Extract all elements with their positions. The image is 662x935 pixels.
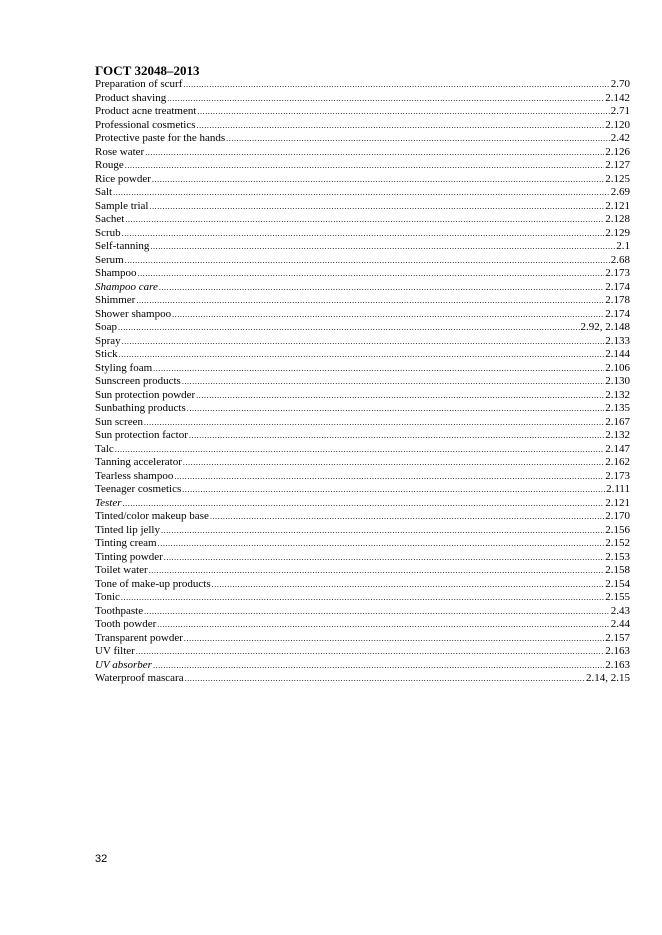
index-entry [95, 537, 630, 551]
index-entry [95, 173, 630, 187]
index-term: Scrub [95, 226, 121, 239]
index-reference: 2.167 [605, 415, 630, 428]
index-term: Toothpaste [95, 604, 144, 617]
dot-leader [125, 254, 610, 268]
index-reference: 2.127 [605, 159, 630, 171]
index-term: Tooth powder [95, 618, 157, 630]
index-reference: 2.133 [605, 334, 630, 347]
dot-leader [183, 456, 604, 470]
index-term: Tinting cream [95, 537, 157, 549]
index-entry [95, 510, 630, 524]
index-entry [95, 456, 630, 470]
index-term: Preparation of scurf [95, 78, 183, 90]
index-reference: 2.14, 2.15 [586, 672, 630, 684]
index-term: UV filter [95, 645, 135, 657]
index-reference: 2.44 [610, 618, 630, 630]
index-reference: 2.173 [605, 267, 630, 279]
index-term: Tonic [95, 591, 120, 603]
dot-leader [197, 119, 605, 133]
index-reference: 2.111 [606, 483, 630, 495]
index-term: Tone of make-up products [95, 577, 211, 590]
index-reference: 2.71 [610, 105, 630, 117]
index-reference: 2.130 [605, 375, 630, 387]
dot-leader [189, 429, 604, 443]
index-reference: 2.173 [605, 469, 630, 482]
index-term: Self-tanning [95, 240, 150, 252]
index-entry [95, 672, 630, 686]
index-term: Spray [95, 334, 121, 347]
index-term: Sun screen [95, 415, 143, 428]
index-entry [95, 240, 630, 254]
dot-leader [150, 240, 615, 254]
index-entry [95, 470, 630, 484]
dot-leader [123, 497, 605, 511]
index-term: Stick [95, 348, 118, 360]
dot-leader [157, 618, 610, 632]
index-reference: 2.1 [616, 240, 630, 252]
index-entry [95, 294, 630, 308]
dot-leader [122, 227, 605, 241]
index-reference: 2.147 [605, 442, 630, 455]
index-reference: 2.170 [605, 510, 630, 522]
index-entry [95, 186, 630, 200]
dot-leader [122, 335, 605, 349]
index-entry [95, 524, 630, 538]
index-entry [95, 213, 630, 227]
index-term: Sample trial [95, 199, 149, 212]
index-reference: 2.129 [605, 226, 630, 239]
index-reference: 2.153 [605, 550, 630, 563]
index-reference: 2.70 [610, 78, 630, 90]
term-index-list [95, 78, 630, 686]
dot-leader [136, 294, 604, 308]
index-reference: 2.42 [610, 132, 630, 144]
document-standard-title: ГОСТ 32048–2013 [95, 63, 200, 78]
dot-leader [182, 375, 604, 389]
index-entry [95, 200, 630, 214]
dot-leader [167, 92, 604, 106]
dot-leader [158, 537, 605, 551]
dot-leader [152, 173, 604, 187]
index-reference: 2.155 [605, 591, 630, 603]
dot-leader [172, 308, 604, 322]
index-term: Toilet water [95, 564, 148, 576]
index-reference: 2.163 [605, 658, 630, 671]
index-entry [95, 335, 630, 349]
dot-leader [161, 524, 604, 538]
index-reference: 2.69 [610, 186, 630, 198]
index-term: UV absorber [95, 658, 152, 671]
dot-leader [113, 186, 610, 200]
index-term: Sunscreen products [95, 375, 181, 387]
index-entry [95, 564, 630, 578]
index-entry [95, 497, 630, 511]
dot-leader [183, 78, 609, 92]
index-entry [95, 119, 630, 133]
index-term: Shower shampoo [95, 307, 172, 320]
index-term: Shampoo [95, 267, 137, 279]
index-term: Waterproof mascara [95, 672, 184, 684]
index-reference: 2.158 [605, 564, 630, 576]
index-entry [95, 132, 630, 146]
index-reference: 2.121 [605, 496, 630, 509]
index-term: Sachet [95, 213, 125, 225]
index-term: Rose water [95, 145, 145, 158]
dot-leader [115, 443, 604, 457]
index-reference: 2.174 [605, 307, 630, 320]
index-reference: 2.162 [605, 456, 630, 468]
dot-leader [187, 402, 605, 416]
dot-leader [184, 632, 604, 646]
index-reference: 2.135 [605, 402, 630, 414]
index-reference: 2.132 [605, 429, 630, 441]
index-term: Soap [95, 321, 117, 333]
index-reference: 2.106 [605, 361, 630, 374]
index-entry [95, 483, 630, 497]
dot-leader [118, 321, 580, 335]
index-entry [95, 443, 630, 457]
index-reference: 2.132 [605, 388, 630, 401]
dot-leader [149, 200, 604, 214]
index-term: Tanning accelerator [95, 456, 182, 468]
index-term: Tearless shampoo [95, 469, 174, 482]
dot-leader [136, 645, 604, 659]
index-entry [95, 402, 630, 416]
dot-leader [125, 159, 605, 173]
dot-leader [121, 591, 604, 605]
dot-leader [144, 416, 604, 430]
index-term: Tester [95, 496, 122, 509]
index-entry [95, 429, 630, 443]
index-entry [95, 227, 630, 241]
index-entry [95, 105, 630, 119]
index-term: Shampoo care [95, 280, 158, 293]
index-reference: 2.156 [605, 523, 630, 536]
page-number: 32 [95, 853, 108, 865]
index-entry [95, 632, 630, 646]
index-entry [95, 375, 630, 389]
index-term: Tinted/color makeup base [95, 510, 209, 522]
dot-leader [226, 132, 610, 146]
index-reference: 2.121 [605, 199, 630, 212]
index-term: Shimmer [95, 294, 136, 306]
dot-leader [144, 605, 610, 619]
index-term: Protective paste for the hands [95, 132, 226, 144]
index-term: Tinted lip jelly [95, 523, 160, 536]
index-term: Rice powder [95, 172, 151, 185]
index-reference: 2.126 [605, 145, 630, 158]
dot-leader [149, 564, 605, 578]
index-reference: 2.178 [605, 294, 630, 306]
dot-leader [174, 470, 604, 484]
dot-leader [185, 672, 585, 686]
index-term: Product shaving [95, 91, 167, 104]
dot-leader [196, 389, 604, 403]
index-entry [95, 416, 630, 430]
index-entry [95, 645, 630, 659]
index-reference: 2.68 [610, 253, 630, 266]
index-entry [95, 159, 630, 173]
index-term: Sun protection powder [95, 388, 196, 401]
dot-leader [159, 281, 604, 295]
index-reference: 2.128 [605, 213, 630, 225]
index-reference: 2.144 [605, 348, 630, 360]
index-reference: 2.157 [605, 631, 630, 644]
index-term: Rouge [95, 159, 124, 171]
index-term: Product acne treatment [95, 105, 197, 117]
index-reference: 2.152 [605, 537, 630, 549]
index-entry [95, 267, 630, 281]
index-entry [95, 618, 630, 632]
index-term: Sunbathing products [95, 402, 186, 414]
index-entry [95, 389, 630, 403]
index-term: Teenager cosmetics [95, 483, 182, 495]
index-reference: 2.125 [605, 172, 630, 185]
index-term: Salt [95, 186, 113, 198]
index-reference: 2.154 [605, 577, 630, 590]
index-term: Tinting powder [95, 550, 163, 563]
index-reference: 2.163 [605, 645, 630, 657]
index-term: Professional cosmetics [95, 118, 196, 131]
index-entry [95, 348, 630, 362]
index-entry [95, 659, 630, 673]
index-reference: 2.142 [605, 91, 630, 104]
index-term: Sun protection factor [95, 429, 188, 441]
index-entry [95, 308, 630, 322]
index-entry [95, 591, 630, 605]
index-entry [95, 362, 630, 376]
dot-leader [153, 659, 604, 673]
index-term: Talc [95, 442, 114, 455]
index-entry [95, 281, 630, 295]
index-term: Transparent powder [95, 631, 183, 644]
index-reference: 2.43 [610, 604, 630, 617]
dot-leader [164, 551, 605, 565]
index-entry [95, 321, 630, 335]
dot-leader [125, 213, 604, 227]
index-entry [95, 254, 630, 268]
index-entry [95, 578, 630, 592]
dot-leader [210, 510, 604, 524]
index-term: Styling foam [95, 361, 153, 374]
index-entry [95, 92, 630, 106]
index-reference: 2.120 [605, 118, 630, 131]
dot-leader [153, 362, 604, 376]
dot-leader [182, 483, 605, 497]
dot-leader [119, 348, 605, 362]
index-entry [95, 605, 630, 619]
dot-leader [138, 267, 605, 281]
index-entry [95, 78, 630, 92]
dot-leader [197, 105, 609, 119]
index-reference: 2.174 [605, 280, 630, 293]
index-reference: 2.92, 2.148 [580, 321, 630, 333]
index-term: Serum [95, 253, 124, 266]
dot-leader [212, 578, 605, 592]
index-entry [95, 551, 630, 565]
index-entry [95, 146, 630, 160]
dot-leader [145, 146, 604, 160]
